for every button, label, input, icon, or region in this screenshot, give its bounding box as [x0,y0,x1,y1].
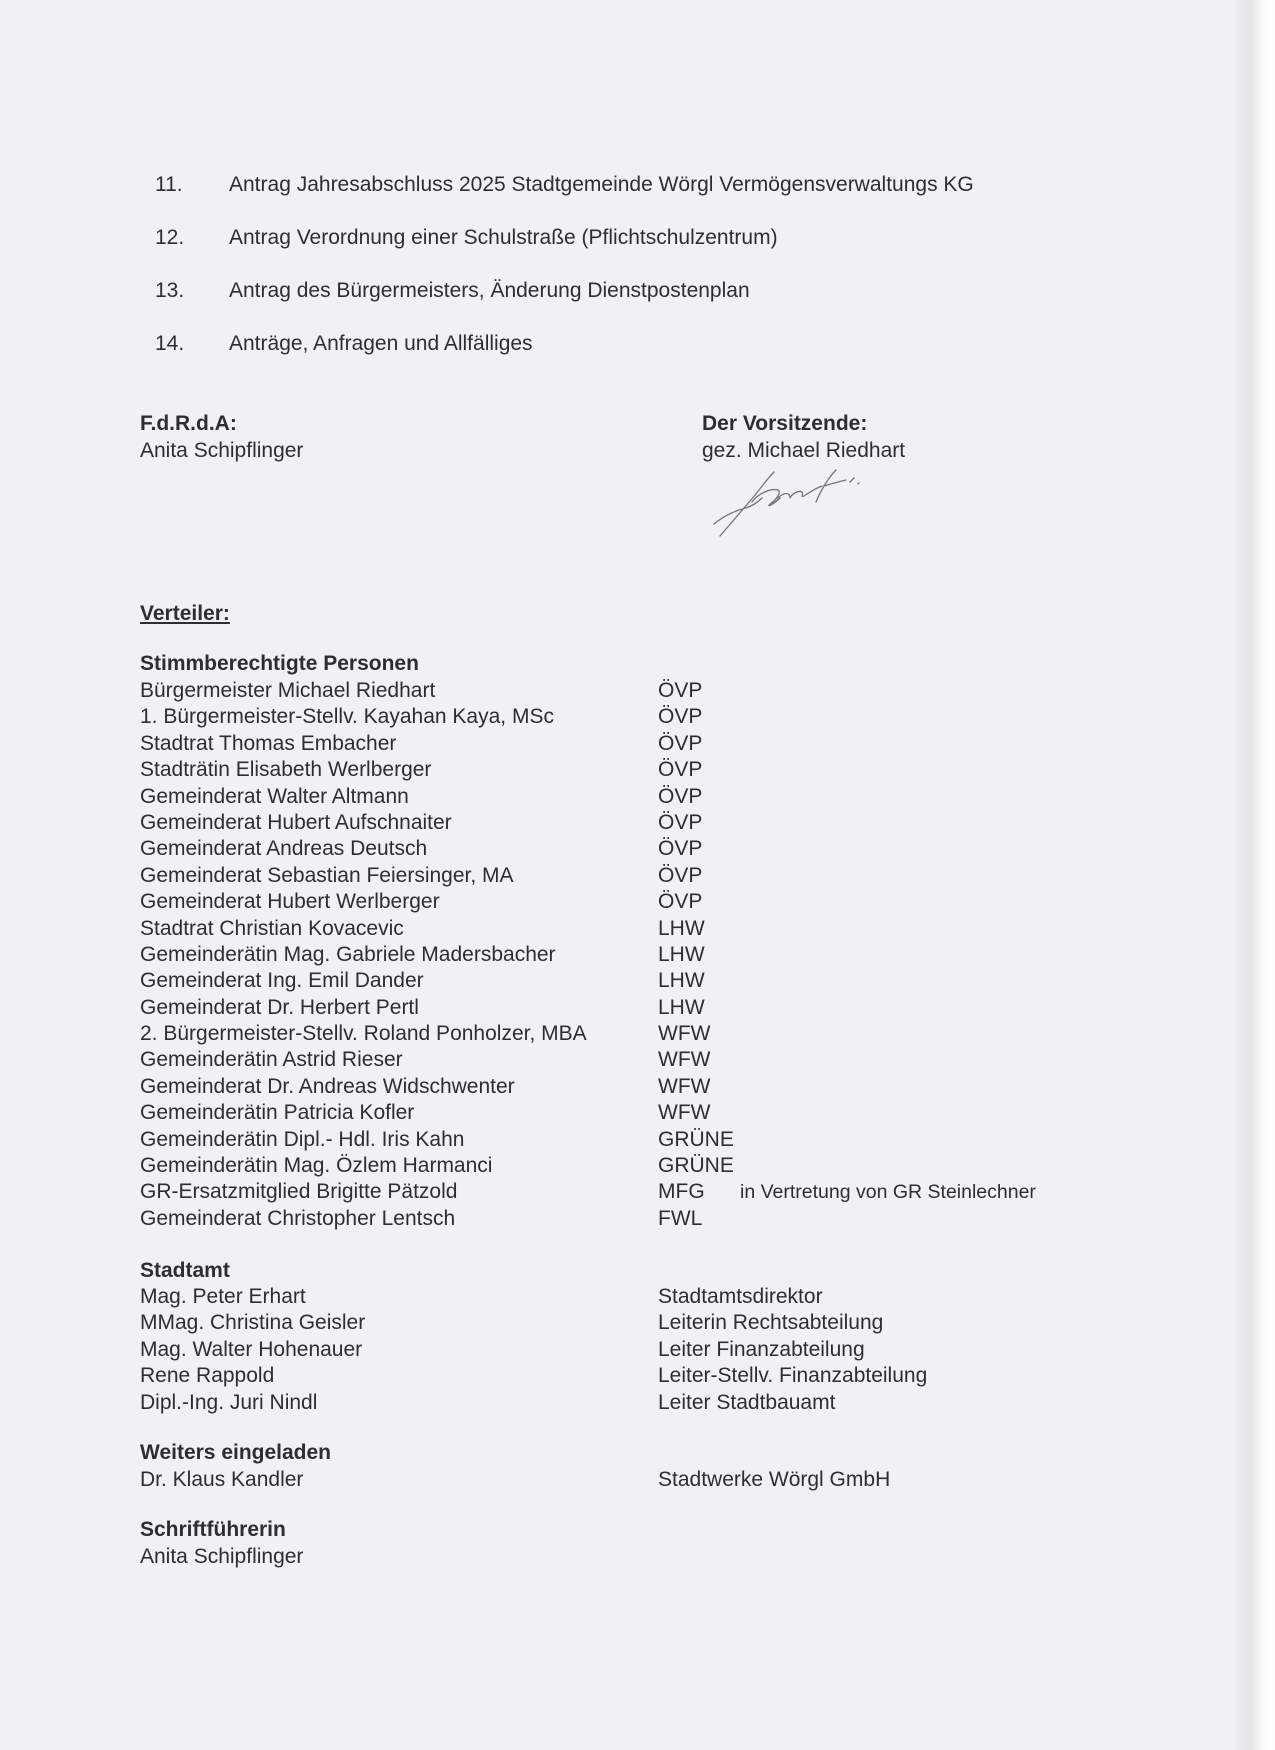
member-name: Gemeinderat Hubert Aufschnaiter [140,810,452,834]
list-item [140,968,1140,994]
member-name: Gemeinderat Ing. Emil Dander [140,969,424,993]
member-name: Gemeinderat Walter Altmann [140,784,409,808]
invited-title: Weiters eingeladen [140,1441,332,1464]
chairman-block [702,410,905,464]
agenda-number: 13. [155,279,185,302]
member-role: Leiter Stadtbauamt [658,1390,836,1414]
list-item [140,1467,1140,1493]
member-party: WFW [658,1074,711,1098]
agenda-text: Anträge, Anfragen und Allfälliges [229,332,533,355]
member-name: Stadträtin Elisabeth Werlberger [140,758,432,782]
member-name: GR-Ersatzmitglied Brigitte Pätzold [140,1180,458,1204]
member-name: Gemeinderat Christopher Lentsch [140,1206,456,1230]
list-item [140,1100,1140,1126]
member-party: WFW [658,1022,711,1046]
list-item [140,1021,1140,1047]
agenda-item [155,329,1105,382]
member-role: Leiterin Rechtsabteilung [658,1311,884,1335]
member-name: Gemeinderat Andreas Deutsch [140,837,428,861]
member-name: Stadtrat Christian Kovacevic [140,916,404,940]
member-party: ÖVP [658,837,703,861]
chairman-label: Der Vorsitzende: [702,412,868,435]
member-name: Gemeinderätin Dipl.- Hdl. Iris Kahn [140,1127,465,1151]
distribution-title: Verteiler: [140,602,230,625]
certification-label: F.d.R.d.A: [140,412,237,435]
certification-block [140,410,303,464]
member-name: Gemeinderätin Mag. Gabriele Madersbacher [140,942,556,966]
agenda-text: Antrag des Bürgermeisters, Änderung Dienstpostenplan [229,279,750,302]
member-party: LHW [658,916,705,940]
stadtamt-list [140,1284,1140,1416]
member-party: ÖVP [658,890,703,914]
member-name: Gemeinderat Dr. Herbert Pertl [140,995,419,1019]
member-name: Gemeinderätin Patricia Kofler [140,1101,415,1125]
member-party: ÖVP [658,863,703,887]
list-item [140,995,1140,1021]
member-party: ÖVP [658,705,703,729]
member-party: ÖVP [658,784,703,808]
agenda-item [155,223,1105,276]
member-name: Gemeinderätin Astrid Rieser [140,1048,403,1072]
agenda-number: 12. [155,226,185,249]
stadtamt-title: Stadtamt [140,1259,230,1282]
member-name: Gemeinderat Hubert Werlberger [140,890,440,914]
member-party: WFW [658,1101,711,1125]
member-name: Rene Rappold [140,1364,275,1388]
member-name: Bürgermeister Michael Riedhart [140,679,436,702]
member-name: Mag. Walter Hohenauer [140,1337,363,1361]
member-name: Stadtrat Thomas Embacher [140,731,397,755]
agenda-text: Antrag Verordnung einer Schulstraße (Pflichtschulzentrum) [229,226,778,249]
list-item [140,1179,1140,1205]
invited-list [140,1467,1140,1493]
member-party: ÖVP [658,731,703,755]
voting-members-list [140,678,1140,1232]
member-name: 2. Bürgermeister-Stellv. Roland Ponholzer, MBA [140,1022,587,1046]
member-party: LHW [658,969,705,993]
list-item [140,1153,1140,1179]
member-role: Leiter-Stellv. Finanzabteilung [658,1364,928,1388]
list-item [140,1337,1140,1363]
member-note: in Vertretung von GR Steinlechner [740,1181,1036,1204]
member-name: Gemeinderätin Mag. Özlem Harmanci [140,1154,493,1178]
list-item [140,1390,1140,1416]
list-item [140,942,1140,968]
list-item [140,1544,1140,1570]
certification-name: Anita Schipflinger [140,439,304,462]
list-item [140,916,1140,942]
recorder-name: Anita Schipflinger [140,1545,304,1568]
list-item [140,1310,1140,1336]
list-item [140,704,1140,730]
member-party: WFW [658,1048,711,1072]
list-item [140,678,1140,704]
member-party: ÖVP [658,758,703,782]
member-party: ÖVP [658,679,703,702]
list-item [140,863,1140,889]
member-party: LHW [658,995,705,1019]
agenda-item [155,170,1105,223]
member-party: ÖVP [658,810,703,834]
handwritten-signature [712,464,912,544]
list-item [140,836,1140,862]
agenda-item [155,276,1105,329]
voting-members-title: Stimmberechtigte Personen [140,652,419,675]
list-item [140,731,1140,757]
member-role: Stadtamtsdirektor [658,1285,823,1308]
list-item [140,757,1140,783]
member-name: Dipl.-Ing. Juri Nindl [140,1390,318,1414]
chairman-name: gez. Michael Riedhart [702,439,906,462]
member-name: Dr. Klaus Kandler [140,1468,304,1491]
list-item [140,1284,1140,1310]
member-party: GRÜNE [658,1127,734,1151]
list-item [140,1363,1140,1389]
member-name: Gemeinderat Sebastian Feiersinger, MA [140,863,514,887]
agenda-list [155,170,1105,382]
member-role: Stadtwerke Wörgl GmbH [658,1468,891,1491]
list-item [140,1047,1140,1073]
member-role: Leiter Finanzabteilung [658,1337,865,1361]
recorder-title: Schriftführerin [140,1518,286,1541]
member-name: Gemeinderat Dr. Andreas Widschwenter [140,1074,515,1098]
page-edge-shadow [1233,0,1275,1750]
agenda-number: 14. [155,332,185,355]
recorder-list [140,1544,1140,1570]
member-party: MFG [658,1180,705,1204]
member-party: GRÜNE [658,1154,734,1178]
member-party: LHW [658,942,705,966]
list-item [140,1206,1140,1232]
agenda-number: 11. [155,173,183,196]
list-item [140,810,1140,836]
list-item [140,1074,1140,1100]
list-item [140,889,1140,915]
member-party: FWL [658,1206,703,1230]
agenda-text: Antrag Jahresabschluss 2025 Stadtgemeinde Wörgl Vermögensverwaltungs KG [229,173,974,196]
member-name: 1. Bürgermeister-Stellv. Kayahan Kaya, MSc [140,705,554,729]
list-item [140,1127,1140,1153]
member-name: Mag. Peter Erhart [140,1285,306,1308]
list-item [140,784,1140,810]
member-name: MMag. Christina Geisler [140,1311,366,1335]
